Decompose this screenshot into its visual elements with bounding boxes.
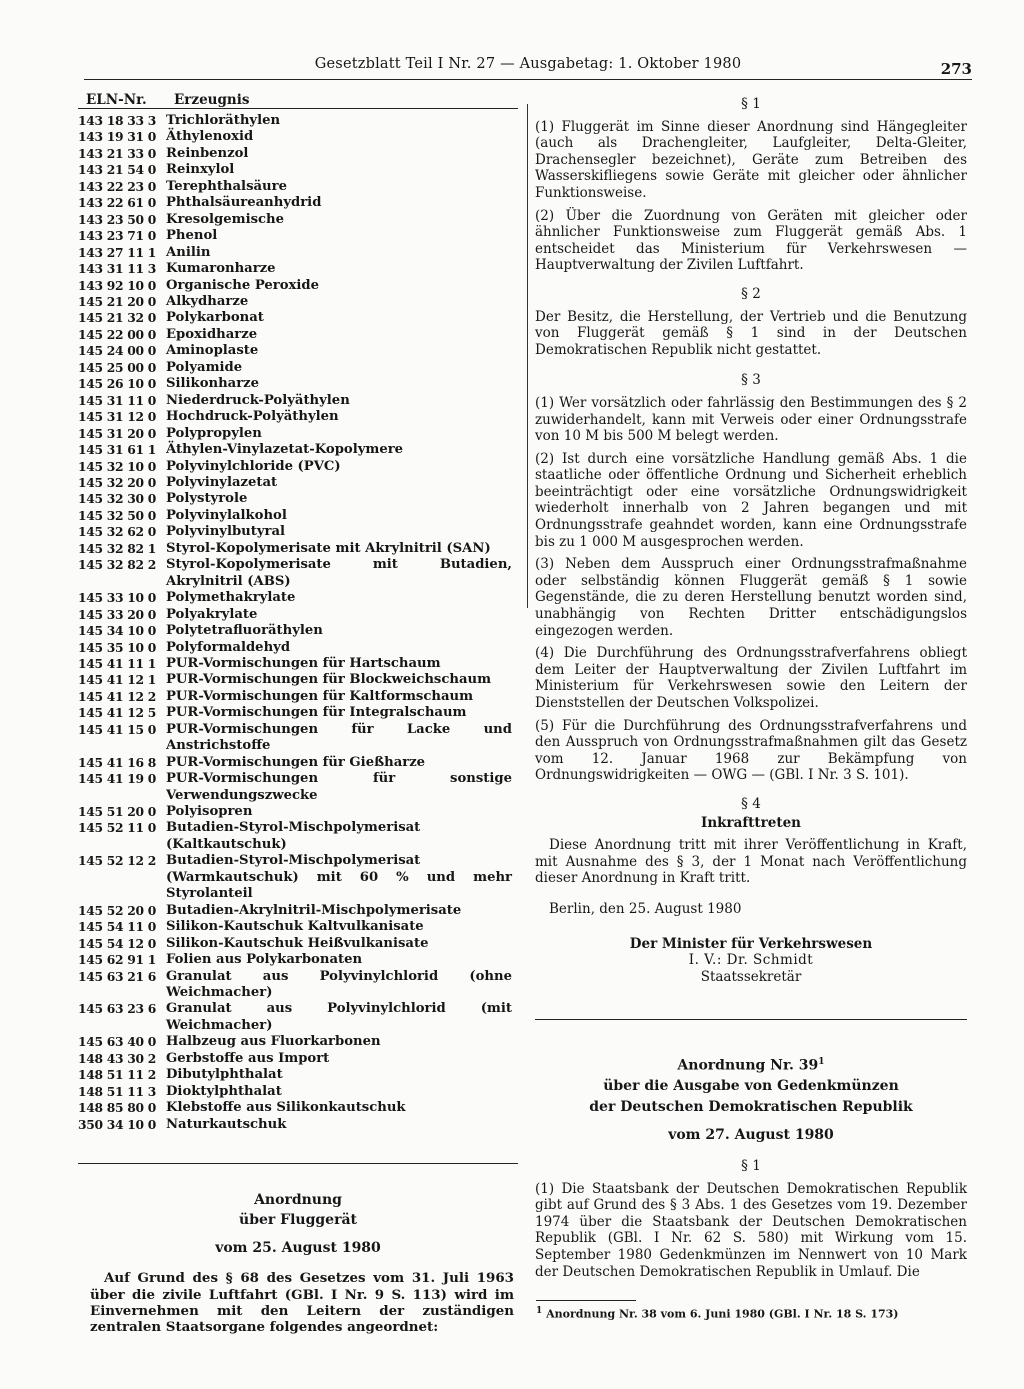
table-row: [78, 755, 518, 771]
table-row: [78, 820, 518, 853]
table-row: [78, 557, 518, 590]
product-name: Polytetrafluoräthylen: [166, 623, 323, 639]
eln-number: 145 32 82 1: [78, 540, 156, 556]
table-row: [78, 195, 518, 211]
table-row: [78, 722, 518, 755]
section-4-para-1: Diese Anordnung tritt mit ihrer Veröffentlichung in Kraft, mit Ausnahme des § 3, der 1 Monat nach Veröffentlichung dieser Anordnung in Kraft tritt.: [535, 837, 967, 887]
table-row: [78, 129, 518, 145]
table-row: [78, 212, 518, 228]
table-row: [78, 426, 518, 442]
table-row: [78, 113, 518, 129]
eln-number: 145 41 16 8: [78, 754, 156, 770]
eln-number: 145 32 20 0: [78, 474, 156, 490]
section-4-heading: § 4: [741, 795, 761, 812]
column-divider: [527, 104, 528, 608]
table-row: [78, 689, 518, 705]
table-row: [78, 903, 518, 919]
product-name: Polypropylen: [166, 425, 262, 441]
section-3-heading: § 3: [741, 372, 761, 389]
table-row: [78, 623, 518, 639]
eln-number: 148 85 80 0: [78, 1100, 156, 1116]
table-row: [78, 294, 518, 310]
eln-number: 145 62 91 1: [78, 952, 156, 968]
eln-number: 145 51 20 0: [78, 804, 156, 820]
product-name: PUR-Vormischungen für sonstige Verwendungszwecke: [166, 771, 512, 803]
table-row: [78, 278, 518, 294]
eln-number: 143 18 33 3: [78, 113, 156, 128]
eln-number: 145 41 12 5: [78, 705, 156, 721]
eln-number: 143 21 33 0: [78, 145, 156, 161]
product-name: PUR-Vormischungen für Gießharze: [166, 754, 426, 770]
footnote: [536, 1306, 899, 1321]
col-header-product: Erzeugnis: [174, 92, 250, 108]
table-row: [78, 491, 518, 507]
section-3-para-4: (4) Die Durchführung des Ordnungsstrafverfahrens obliegt dem Leiter der Hauptverwaltung der Zivilen Luftfahrt im Ministerium für Verkehrswesen sowie den Leitern der Dienststellen der Deutschen Volkspolizei.: [535, 645, 967, 711]
eln-number: 145 32 62 0: [78, 524, 156, 540]
table-row: [78, 656, 518, 672]
table-row: [78, 969, 518, 1002]
eln-number: 145 63 23 6: [78, 1001, 156, 1017]
product-name: Polyvinylazetat: [166, 474, 278, 490]
product-name: Äthylen-Vinylazetat-Kopolymere: [166, 442, 404, 458]
table-row: [78, 1067, 518, 1083]
eln-number: 143 27 11 1: [78, 244, 156, 260]
product-name: Gerbstoffe aus Import: [166, 1050, 330, 1066]
eln-number: 145 21 20 0: [78, 293, 156, 309]
section-3-para-3: (3) Neben dem Ausspruch einer Ordnungsstrafmaßnahme oder selbständig können Fluggerät gemäß § 1 sowie Gegenstände, die zu deren Herstellung benutzt worden sind, unabhängig von Rechten Dritter entschädigungslos eingezogen werden.: [535, 556, 967, 639]
page-number: 273: [940, 60, 972, 78]
eln-number: 145 32 50 0: [78, 507, 156, 523]
table-row: [78, 952, 518, 968]
ordinance2-section-1-para-1: (1) Die Staatsbank der Deutschen Demokratischen Republik gibt auf Grund des § 3 Abs. 1 des Gesetzes vom 19. Dezember 1974 über die Staatsbank der Deutschen Demokratischen Republik (GBl. I Nr. 62 S. 580) mit Wirkung vom 15. September 1980 Gedenkmünzen im Nennwert von 10 Mark der Deutschen Demokratischen Republik in Umlauf. Die: [535, 1180, 967, 1280]
ordinance1-title: [78, 1190, 518, 1230]
ordinance2-title: [535, 1052, 967, 1117]
product-name: Aminoplaste: [166, 343, 259, 359]
product-name: Granulat aus Polyvinylchlorid (ohne Weichmacher): [166, 968, 512, 1001]
eln-number: 145 34 10 0: [78, 623, 156, 639]
product-name: Styrol-Kopolymerisate mit Butadien, Akrylnitril (ABS): [166, 557, 512, 589]
section-1-para-1: (1) Fluggerät im Sinne dieser Anordnung sind Hängegleiter (auch als Drachengleiter, Laufgleiter, Delta-Gleiter, Drachensegler bezeichnet), Geräte zum Betreiben des Wasserskifliegens sowie Geräte mit gleicher oder ähnlicher Funktionsweise.: [535, 118, 967, 201]
product-name: Kumaronharze: [166, 261, 276, 277]
table-row: [78, 310, 518, 326]
table-row: [78, 376, 518, 392]
product-name: Polyamide: [166, 359, 243, 375]
eln-number: 145 22 00 0: [78, 326, 156, 342]
product-name: Reinbenzol: [166, 145, 249, 161]
product-name: PUR-Vormischungen für Blockweichschaum: [166, 672, 492, 688]
ordinance2-date: vom 27. August 1980: [668, 1127, 834, 1144]
product-name: Dioktylphthalat: [166, 1083, 282, 1099]
eln-number: 145 21 32 0: [78, 310, 156, 326]
eln-number: 148 51 11 3: [78, 1083, 156, 1099]
running-title: Gesetzblatt Teil I Nr. 27 — Ausgabetag: 1. Oktober 1980: [314, 56, 742, 72]
ordinance2-section-1-heading: § 1: [741, 1158, 761, 1175]
table-row: [78, 1117, 518, 1133]
product-name: Silikon-Kautschuk Kaltvulkanisate: [166, 919, 424, 935]
section-divider: [535, 1019, 967, 1020]
product-name: Klebstoffe aus Silikonkautschuk: [166, 1100, 406, 1116]
eln-number: 143 21 54 0: [78, 162, 156, 178]
eln-number: 145 41 19 0: [78, 771, 156, 787]
table-row: [78, 1084, 518, 1100]
eln-number: 143 22 23 0: [78, 178, 156, 194]
eln-number: 350 34 10 0: [78, 1116, 156, 1132]
signer-role: Staatssekretär: [700, 968, 802, 985]
table-row: [78, 672, 518, 688]
eln-number: 143 23 50 0: [78, 211, 156, 227]
table-row: [78, 640, 518, 656]
footnote-rule: [536, 1300, 636, 1301]
eln-number: 145 54 12 0: [78, 935, 156, 951]
signer-name: I. V.: Dr. Schmidt: [688, 952, 814, 969]
table-row: [78, 162, 518, 178]
section-4-title: Inkrafttreten: [701, 814, 801, 831]
product-name: PUR-Vormischungen für Kaltformschaum: [166, 688, 474, 704]
table-row: [78, 607, 518, 623]
product-name: Phenol: [166, 228, 218, 244]
eln-number: 148 43 30 2: [78, 1050, 156, 1066]
eln-number: 145 52 12 2: [78, 853, 156, 869]
product-name: Trichloräthylen: [166, 113, 281, 128]
product-name: Polyisopren: [166, 804, 253, 820]
ordinance1-title-line1: Anordnung: [254, 1192, 342, 1209]
table-row: [78, 245, 518, 261]
product-name: Polyakrylate: [166, 606, 258, 622]
ordinance2-title-line3: der Deutschen Demokratischen Republik: [589, 1098, 913, 1115]
eln-number: 145 41 12 1: [78, 672, 156, 688]
eln-number: 143 23 71 0: [78, 228, 156, 244]
product-name: Styrol-Kopolymerisate mit Akrylnitril (SAN): [166, 540, 491, 556]
product-name: Alkydharze: [166, 293, 249, 309]
product-name: PUR-Vormischungen für Lacke und Anstrichstoffe: [166, 721, 512, 754]
product-name: Butadien-Akrylnitril-Mischpolymerisate: [166, 902, 462, 918]
product-name: Reinxylol: [166, 162, 235, 178]
product-name: Granulat aus Polyvinylchlorid (mit Weichmacher): [166, 1001, 512, 1033]
product-name: Phthalsäureanhydrid: [166, 195, 322, 211]
table-row: [78, 853, 518, 902]
place-date: Berlin, den 25. August 1980: [549, 900, 742, 917]
table-row: [78, 327, 518, 343]
eln-number: 145 63 40 0: [78, 1034, 156, 1050]
table-row: [78, 146, 518, 162]
eln-number: 143 31 11 3: [78, 261, 156, 277]
table-row: [78, 524, 518, 540]
ordinance1-title-line2: über Fluggerät: [239, 1212, 357, 1229]
table-row: [78, 1001, 518, 1034]
table-row: [78, 1034, 518, 1050]
eln-number: 145 52 11 0: [78, 820, 156, 836]
eln-number: 145 33 20 0: [78, 606, 156, 622]
table-row: [78, 179, 518, 195]
section-1-para-2: (2) Über die Zuordnung von Geräten mit gleicher oder ähnlicher Funktionsweise zum Fluggerät gemäß Abs. 1 entscheidet das Ministerium für Verkehrswesen — Hauptverwaltung der Zivilen Luftfahrt.: [535, 207, 967, 274]
ordinance2-title-line2: über die Ausgabe von Gedenkmünzen: [603, 1078, 899, 1095]
header-rule: [84, 79, 972, 80]
section-2-heading: § 2: [741, 285, 761, 302]
product-name: Polyvinylbutyral: [166, 524, 286, 540]
table-row: [78, 393, 518, 409]
product-name: PUR-Vormischungen für Hartschaum: [166, 655, 441, 671]
footnote-text: Anordnung Nr. 38 vom 6. Juni 1980 (GBl. I Nr. 18 S. 173): [546, 1307, 899, 1321]
section-2-para-1: Der Besitz, die Herstellung, der Vertrieb und die Benutzung von Fluggerät gemäß § 1 sind in der Deutschen Demokratischen Republik nicht gestattet.: [535, 308, 967, 358]
product-name: Polyformaldehyd: [166, 639, 291, 655]
eln-number: 145 41 12 2: [78, 688, 156, 704]
table-row: [78, 1100, 518, 1116]
product-name: Polymethakrylate: [166, 590, 296, 606]
product-name: Polykarbonat: [166, 310, 264, 326]
product-name: Silikon-Kautschuk Heißvulkanisate: [166, 935, 429, 951]
product-name: Butadien-Styrol-Mischpolymerisat (Warmkautschuk) mit 60 % und mehr Styrolanteil: [166, 853, 512, 902]
product-name: Polyvinylalkohol: [166, 507, 287, 523]
product-name: Anilin: [166, 244, 211, 260]
product-name: Epoxidharze: [166, 326, 258, 342]
product-name: Polyvinylchloride (PVC): [166, 458, 341, 474]
product-name: Niederdruck-Polyäthylen: [166, 392, 350, 408]
eln-number: 148 51 11 2: [78, 1067, 156, 1083]
right-column: [535, 96, 967, 1286]
eln-number: 143 92 10 0: [78, 277, 156, 293]
product-name: Terephthalsäure: [166, 178, 287, 194]
table-row: [78, 360, 518, 376]
table-row: [78, 261, 518, 277]
ordinance1-preamble: Auf Grund des § 68 des Gesetzes vom 31. Juli 1963 über die zivile Luftfahrt (GBl. I Nr. 9 S. 113) wird im Einvernehmen mit den Leitern der zuständigen zentralen Staatsorgane folgendes angeordnet:: [90, 1270, 514, 1336]
table-row: [78, 475, 518, 491]
product-name: Halbzeug aus Fluorkarbonen: [166, 1034, 381, 1050]
product-name: Kresolgemische: [166, 211, 285, 227]
eln-number: 145 35 10 0: [78, 639, 156, 655]
product-name: Folien aus Polykarbonaten: [166, 952, 363, 968]
table-row: [78, 771, 518, 804]
table-row: [78, 508, 518, 524]
ordinance1-date: vom 25. August 1980: [215, 1240, 381, 1257]
ordinance2-title-line1: Anordnung Nr. 39: [677, 1057, 819, 1074]
table-row: [78, 541, 518, 557]
product-name: Butadien-Styrol-Mischpolymerisat (Kaltkautschuk): [166, 820, 421, 852]
table-row: [78, 228, 518, 244]
eln-number: 145 31 20 0: [78, 425, 156, 441]
eln-number: 145 52 20 0: [78, 902, 156, 918]
table-row: [78, 705, 518, 721]
footnote-marker: 1: [818, 1057, 825, 1068]
product-name: Äthylenoxid: [166, 129, 254, 145]
eln-number: 145 41 11 1: [78, 655, 156, 671]
product-name: Naturkautschuk: [166, 1116, 287, 1132]
signature-block: [535, 936, 967, 986]
eln-number: 145 26 10 0: [78, 376, 156, 392]
page-header: [84, 56, 972, 78]
eln-number: 145 54 11 0: [78, 919, 156, 935]
eln-number: 145 31 61 1: [78, 442, 156, 458]
eln-number: 145 32 82 2: [78, 557, 156, 573]
eln-number: 145 31 12 0: [78, 409, 156, 425]
product-name: Silikonharze: [166, 376, 260, 392]
eln-number: 143 22 61 0: [78, 195, 156, 211]
section-3-para-5: (5) Für die Durchführung des Ordnungsstrafverfahrens und den Ausspruch von Ordnungsstrafmaßnahmen gilt das Gesetz vom 12. Januar 1968 zur Bekämpfung von Ordnungswidrigkeiten — OWG — (GBl. I Nr. 3 S. 101).: [535, 717, 967, 784]
section-3-para-2: (2) Ist durch eine vorsätzliche Handlung gemäß Abs. 1 die staatliche oder öffentliche Ordnung und Sicherheit erheblich beeinträchtigt oder eine vorsätzliche Ordnungswidrigkeit wiederholt innerhalb von 2 Jahren begangen und mit Ordnungsstrafe geahndet worden, kann eine Ordnungsstrafe bis zu 1 000 M ausgesprochen werden.: [535, 450, 967, 550]
product-name: Hochdruck-Polyäthylen: [166, 409, 339, 425]
table-row: [78, 804, 518, 820]
table-header-rule: [78, 108, 518, 109]
table-row: [78, 442, 518, 458]
section-3-para-1: (1) Wer vorsätzlich oder fahrlässig den Bestimmungen des § 2 zuwiderhandelt, kann mit Verweis oder einer Ordnungsstrafe von 10 M bis 500 M belegt werden.: [535, 394, 967, 445]
product-name: Polystyrole: [166, 491, 248, 507]
col-header-eln: ELN-Nr.: [86, 92, 147, 108]
table-row: [78, 590, 518, 606]
table-row: [78, 459, 518, 475]
left-column: [78, 88, 518, 1336]
table-row: [78, 936, 518, 952]
signer-title: Der Minister für Verkehrswesen: [629, 935, 873, 952]
eln-number: 143 19 31 0: [78, 129, 156, 145]
section-divider: [78, 1163, 518, 1164]
eln-number: 145 31 11 0: [78, 392, 156, 408]
section-1-heading: § 1: [741, 96, 761, 112]
eln-number: 145 33 10 0: [78, 590, 156, 606]
eln-number: 145 32 30 0: [78, 491, 156, 507]
eln-number: 145 41 15 0: [78, 721, 156, 737]
eln-number: 145 25 00 0: [78, 359, 156, 375]
product-name: Organische Peroxide: [166, 277, 320, 293]
product-name: Dibutylphthalat: [166, 1067, 283, 1083]
footnote-number: 1: [536, 1306, 543, 1316]
table-row: [78, 409, 518, 425]
eln-number: 145 32 10 0: [78, 458, 156, 474]
product-table: [78, 113, 518, 1133]
eln-number: 145 63 21 6: [78, 968, 156, 984]
table-header: [78, 88, 518, 108]
table-row: [78, 1051, 518, 1067]
eln-number: 145 24 00 0: [78, 343, 156, 359]
product-name: PUR-Vormischungen für Integralschaum: [166, 705, 467, 721]
table-row: [78, 919, 518, 935]
table-row: [78, 343, 518, 359]
